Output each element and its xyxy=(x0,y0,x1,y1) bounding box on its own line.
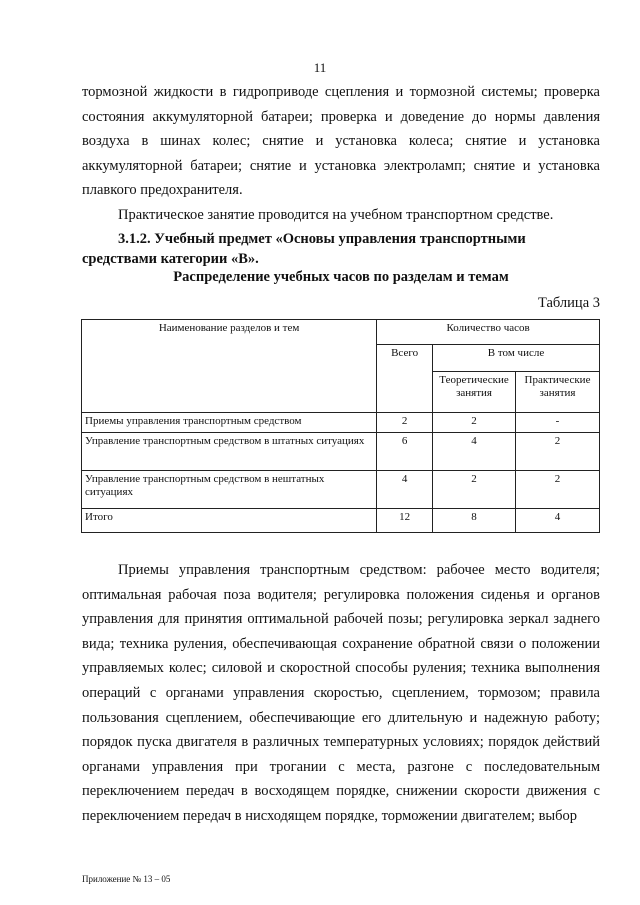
row-theory: 2 xyxy=(433,413,516,433)
row-practice: 2 xyxy=(516,471,600,509)
table-row xyxy=(82,413,600,433)
paragraph-3: Приемы управления транспортным средством: рабочее место водителя; оптимальная рабочая поза водителя; регулировка положения сиденья и органов управления для принятия оптимальной рабочей позы; регулировка зеркал заднего вида; техника руления, обеспечивающая сохранение обратной связи о положении управляемых колес; силовой и скоростной способы руления; техника выполнения операций с органами управления скоростью, сцеплением, тормозом; правила пользования сцеплением, обеспечивающие его длительную и надежную работу; порядок пуска двигателя в различных температурных условиях; порядок действий органами управления при трогании с места, разгоне с последовательным переключением передач в восходящем порядке, снижении скорости движения с переключением передач в нисходящем порядке, торможении двигателем; выбор xyxy=(82,562,600,824)
row-total: 2 xyxy=(377,413,433,433)
header-section-name: Наименование разделов и тем xyxy=(82,320,377,413)
row-theory: 4 xyxy=(433,433,516,471)
row-practice: 4 xyxy=(516,509,600,533)
paragraph-2: Практическое занятие проводится на учебном транспортном средстве. xyxy=(118,207,554,223)
row-total: 4 xyxy=(377,471,433,509)
page-number: 11 xyxy=(313,60,327,75)
header-including: В том числе xyxy=(433,345,600,372)
row-name: Итого xyxy=(82,509,377,533)
header-theory: Теоретические занятия xyxy=(433,372,516,413)
table-row xyxy=(82,433,600,471)
paragraph-1: тормозной жидкости в гидроприводе сцепления и тормозной системы; проверка состояния аккумуляторной батареи; проверка и доведение до нормы давления воздуха в шинах колес; снятие и установка колеса; снятие и установка аккумуляторной батареи; снятие и установка электроламп; снятие и установка плавкого предохранителя. xyxy=(82,84,600,198)
table-number: Таблица 3 xyxy=(537,295,600,311)
header-total: Всего xyxy=(377,345,433,413)
header-practice: Практические занятия xyxy=(516,372,600,413)
row-theory: 2 xyxy=(433,471,516,509)
row-name: Управление транспортным средством в штатных ситуациях xyxy=(82,433,377,471)
row-theory: 8 xyxy=(433,509,516,533)
row-practice: 2 xyxy=(516,433,600,471)
table-row xyxy=(82,471,600,509)
row-name: Управление транспортным средством в нештатных ситуациях xyxy=(82,471,377,509)
header-hours: Количество часов xyxy=(377,320,600,345)
row-total: 12 xyxy=(377,509,433,533)
row-total: 6 xyxy=(377,433,433,471)
table-title: Распределение учебных часов по разделам и темам xyxy=(173,269,509,285)
table-row xyxy=(82,509,600,533)
footer-note: Приложение № 13 – 05 xyxy=(82,874,171,884)
section-heading: 3.1.2. Учебный предмет «Основы управления транспортными средствами категории «B». xyxy=(82,231,526,267)
row-name: Приемы управления транспортным средством xyxy=(82,413,377,433)
hours-table xyxy=(81,319,600,533)
row-practice: - xyxy=(516,413,600,433)
